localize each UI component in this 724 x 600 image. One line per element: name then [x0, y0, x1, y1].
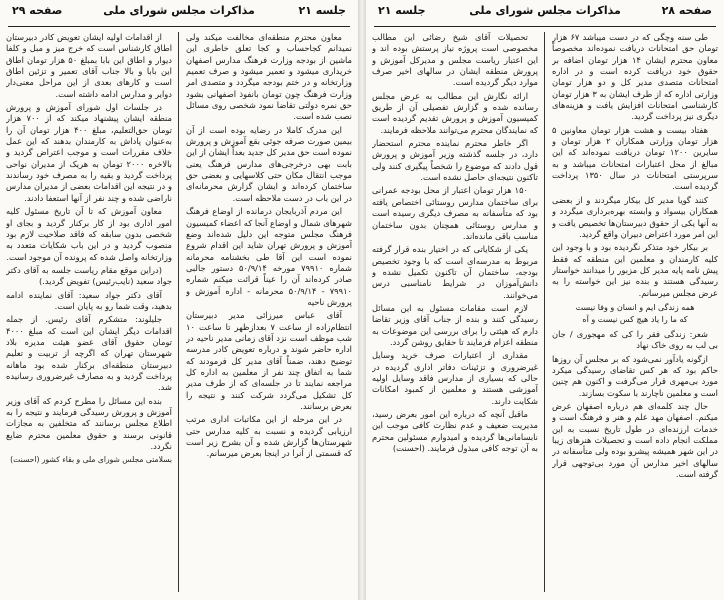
paragraph: این مدرک کاملا در رضایه بوده است از آن بیمین صورت صرفه جوئی بقع آموزش و پرورش نموده است حق مدیر کل جدید بعداً ایشان از این بابت بهی درخرجی‌های مدارس فرهنگ یعنی موجب انتقال مکان حتی کلاسهایی و بعضی حق ساختمان کرده‌اند و ایشان گزارش محرمانه‌ای در این باب در دست ملاحظه است.: [186, 124, 352, 203]
right-page: [366, 0, 724, 600]
left-page-left-column: [6, 32, 172, 594]
left-running-title: مذاکرات مجلس شورای ملی: [103, 4, 255, 17]
paragraph: تحصیلات آقای شیخ رضائی این مطالب مخصوصی است پروژه نیاز پرستش بوده اند و این اعتبار ریاست مجلس و مدیرکل آموزش و پرورش منطقه ایشان در سالهای اخیر صرف موارد دیگر گردیده است.: [372, 32, 538, 88]
left-page: [0, 0, 358, 600]
paragraph: اگر خاطر محترم نماینده محترم استحضار دارد، در جلسه گذشته وزیر آموزش و پرورش قول دادند که موضوع را شخصاً پیگیری کنند ولی تاکنون نتیجه‌ای حاصل نشده است.: [372, 138, 538, 183]
left-page-header: [8, 4, 350, 24]
verse-line: همه زندگی ایم و انسان و وفا نیست: [575, 302, 695, 312]
right-page-right-column: [552, 32, 718, 594]
paragraph: هفتاد بیست و هشت هزار تومان معاونین ۵ هزار تومان وزارتی همکاران ۲ هزار تومان و سایرین ۱۲۰۰ تومان دریافت نموده‌اند که این مبالغ از محل اعتبارات امتحانات میباشد و به سرپرستی امتحانات در سال ۱۳۵۰ پرداخت گردیده است.: [552, 124, 718, 192]
paragraph: آقای دکتر جواد سعید: آقای نماینده ادامه بدهید، وقت شما رو به پایان است.: [6, 289, 172, 311]
left-page-right-column: [186, 32, 352, 594]
left-session-label: جلسه ۲۱: [298, 4, 346, 17]
paragraph: کنند گویا مدیر کل بیکار میگردند و از بعضی همکاران بیسواد و وابسته بهره‌برداری میگردد و به آنها یکی از حقوق دبیرستان‌ها تخصیص یافت و این امر مورد اعتراض دبیران واقع گردید.: [552, 194, 718, 239]
left-column-divider: [178, 32, 179, 592]
paragraph: در جلسات اول شورای آموزش و پرورش منطقه ایشان پیشنهاد میکند که از ۷۰۰ هزار تومان حق‌التعلیم، مبلغ ۴۰۰ هزار تومان آن را به‌عنوان پاداش به کارمندان بدهند که این عمل خلاف مقررات است و موجب اعتراض گردید و بالاخره ۲۰۰۰ تومان به هریک از مدیران نواحی پرداخت گردید و بقیه را به مصرف خود رساندند و در نتیجه این اقدامات بعضی از مدیران مدارس ناراضی شده و چند نفر از آنها استعفا دادند.: [6, 102, 172, 203]
paragraph: از اقدامات اولیه ایشان تعویض کادر دبیرستان اطاق کارشناس است که خرج میز و مبل و کلفا دیوار و اطاق این بابا بمبلغ ۵۰ هزار تومان اطاق این بابا و بالا جناب آقای تعمیر و تزئین اطاق است و کارهای بعدی از این مراحل معنی‌دار دوایر و مدارس ادامه داشته است.: [6, 32, 172, 99]
left-header-rule: [8, 26, 350, 27]
paragraph: این مردم آذربایجان درمانده از اوضاع فرهنگ شهرهای شمال و اوضاع آنجا که اعضاء کمیسیون فرهنگ مجلس متوجه این دلیل شده‌اند وضع آموزش و پرورش تهران شاید این اقدام شروع نموده است این آقا طی بخشنامه محرمانه شماره ۷۹۹۱۰ مورخه ۵۰/۹/۱۴ دستور جالبی صادر کرده‌اند آن را عیناً قرائت میکنم شماره ۷۹۹۱۰ - ۵۰/۹/۱۴ محرمانه - اداره آموزش و پرورش ناحیه: [186, 206, 352, 307]
paragraph: مقداری از اعتبارات صرف خرید وسایل غیرضروری و تزئینات دفاتر اداری گردیده در حالی که بسیاری از مدارس فاقد وسایل اولیه آموزشی هستند و معلمین از کمبود امکانات شکایت دارند.: [372, 350, 538, 406]
book-gutter: [358, 0, 366, 600]
paragraph: طی سنه وچگی که در دست میباشد ۶۷ هزار تومان حق امتحانات دریافت نموده‌اند مخصوصاً معاون محترم ایشان ۱۴ هزار تومان اضافه بر حقوق خود دریافت کرده است و در اداره امتحانات متصدی مدیر کل و دو هزار تومان وزارتی اداره که از طرف ایشان به ۳ هزار تومان کارشناسی امتحانات افزایش یافت و هزینه‌های دیگری نیز پرداخت گردید.: [552, 32, 718, 122]
paragraph: لازم است مقامات مسئول به این مسائل رسیدگی کنند و بنده از جناب آقای وزیر تقاضا دارم که هیئتی را برای بررسی این موضوعات به منطقه اعزام فرمایند تا حقایق روشن گردد.: [372, 302, 538, 347]
paragraph: (دراین موقع مقام ریاست جلسه به آقای دکتر جواد سعید (نایب‌رئیس) تفویض گردید.): [6, 264, 172, 287]
right-column-divider: [544, 32, 545, 592]
poem-verse: [552, 302, 718, 326]
right-session-label: جلسه ۲۱: [378, 4, 426, 17]
paragraph: جلیلوند: متشکرم آقای رئیس. از جمله اقدامات دیگر ایشان این است که مبلغ ۴۰۰۰ تومان حقوق آقای عضو هیئت مدیره بلاد شهرستان تهران که اگرچه از تربیت و تعلیم دبیرستان منطقه‌ای برکنار شده بود ماهانه پرداخت گردید و به مصارف غیرضروری رسانیده شد.: [6, 314, 172, 393]
verse-line: که ما را یاد هیچ کس نیست و آه: [582, 314, 688, 324]
right-header-rule: [374, 26, 716, 27]
right-page-number: صفحه ۲۸: [661, 4, 712, 17]
paragraph: حال چند کلمه‌ای هم درباره اصفهان عرض میکنم. اصفهان مهد علم و هنر و فرهنگ است و خدمات ارزنده‌ای در طول تاریخ نسبت به این مملکت انجام داده است و تحصیلات هنرهای زیبا در این شهر همیشه پیشرو بوده ولی متأسفانه در سالهای اخیر مدارس آن مورد بی‌توجهی قرار گرفته است.: [552, 400, 718, 480]
right-page-header: [374, 4, 716, 24]
right-page-left-column: [372, 32, 538, 594]
paragraph: در این مرحله از این مکاتبات اداری مرتب ارزیابی گردیده و نسبت به کلیه مدارس حتی شهرستان‌ها گزارش شده و آن بشرح زیر است که قسمتی از آنرا در اینجا بعرض میرسانم.: [186, 414, 352, 459]
paragraph: معاون محترم منطقه‌ای مخالفت میکند ولی نمیدانم کجاحساب و کجا تعلق خاطری این ماشین از بودجه وزارت فرهنگ مدارس اصفهان خریداری میشود و تعمیر میشود و صرف تعمیم وزارتخانه و در ختم بودجه میگردد و متصدی امر وزارت فرهنگ چون تومان بانفوذ اصفهانی بشود حق نمره دولتی تقاضا نمود شخصی روی مسائل نصب شده است.: [186, 32, 352, 122]
paragraph: شعر: زندگی فقر را کی که مهجوری / جان بی لب به روی خاک نهاد: [552, 328, 718, 351]
paragraph: بنده این مسائل را مطرح کردم که آقای وزیر آموزش و پرورش رسیدگی فرمایند و نتیجه را به اطلاع مجلس برسانند که متخلفین به مجازات قانونی برسند و حقوق معلمین محترم ضایع نگردد.: [6, 395, 172, 452]
paragraph: یکی از شکایاتی که در اختیار بنده قرار گرفته مربوط به مدرسه‌ای است که با وجود تخصیص بودجه، ساختمان آن تاکنون تکمیل نشده و دانش‌آموزان در شرایط نامناسبی درس می‌خوانند.: [372, 244, 538, 300]
left-page-number: صفحه ۲۹: [12, 4, 63, 17]
paragraph: ۱۵۰ هزار تومان اعتبار از محل بودجه عمرانی برای ساختمان مدارس روستائی اختصاص یافته بود که متأسفانه به مصرف دیگری رسیده است و مدارس روستائی همچنان بدون ساختمان مناسب باقی مانده‌اند.: [372, 185, 538, 241]
closing-line: بسلامتی مجلس شورای ملی و بقاء کشور (احسنت): [10, 455, 172, 465]
paragraph: ازگونه یادآور نمی‌شود که بر مجلس آن روزها حاکم بود که هر کس تقاضای رسیدگی میکرد مورد بی‌مهری قرار می‌گرفت و اکنون هم چنین است و معلمین ناچارند با سکوت بسازند.: [552, 353, 718, 398]
closing-paragraph: ماقبل آنچه که درباره این امور بعرض رسید، مدیریت ضعیف و عدم نظارت کافی موجب این نابسامانی‌ها گردیده و امیدوارم مسئولین محترم به آن توجه کافی مبذول فرمایند. (احسنت): [372, 409, 538, 454]
paragraph: معاون آموزش که تا آن تاریخ مسئول کلیه امور اداری بود از کار برکنار گردید و بجای او شخصی بدون سابقه که فاقد صلاحیت لازم بود منصوب گردید و در این باب شکایات متعدد به وزارتخانه واصل شده که پرونده آن موجود است.: [6, 206, 172, 262]
paragraph: آقای عباس میرزائی مدیر دبیرستان انتظام‌زاده از ساعت ۷ بعدازظهر تا ساعت ۱۰ شب موظف است نزد آقای زمانی مدیر ناحیه در اداره حاضر شوند و درباره تعویض کادر مدرسه توضیح دهند، ضمناً آقای مدیر کل فرمودند که شما به اتفاق چند نفر از معلمین به اداره کل مراجعه نمایند تا در جلسه‌ای که از طرف مدیر کل تشکیل می‌گردد شرکت کنند و نتیجه را بعرض برسانند.: [186, 310, 352, 411]
paragraph: بر بیکار خود متذکر نگردیده بود و با وجود این کلیه کارمندان و معلمین این منطقه که فقط پیش نامه پایه مدیر کل مزبور را میدانند خواستار رسیدگی هستند و بنده نیز این خواسته را به عرض مجلس میرسانم.: [552, 242, 718, 298]
right-running-title: مذاکرات مجلس شورای ملی: [469, 4, 621, 17]
paragraph: ارائه نگارش این مطالب به عرض مجلس رسانده شده و گزارش تفصیلی آن از طریق کمیسیون آموزش و پرورش تقدیم گردیده است که نمایندگان محترم می‌توانند ملاحظه فرمایند.: [372, 90, 538, 135]
